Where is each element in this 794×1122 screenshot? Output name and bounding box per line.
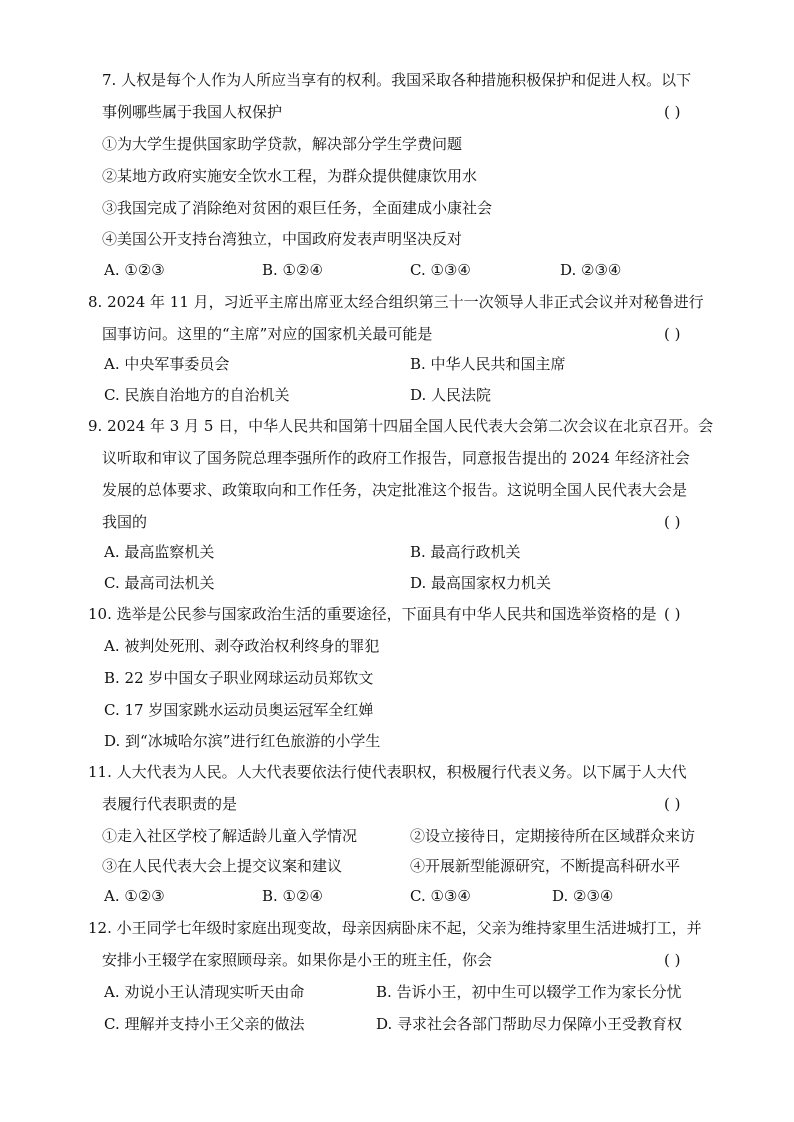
question-8-stem-line-1: 8. 2024 年 11 月，习近平主席出席亚太经合组织第三十一次领导人非正式会议并对秘鲁进行 xyxy=(88,293,704,311)
question-8-option-c[interactable]: C. 民族自治地方的自治机关 xyxy=(104,386,290,404)
question-11-statement-2: ②设立接待日，定期接待所在区域群众来访 xyxy=(410,827,696,845)
question-9-option-b[interactable]: B. 最高行政机关 xyxy=(410,543,521,561)
question-11-option-b[interactable]: B. ①②④ xyxy=(262,887,323,905)
question-9-stem-line-3: 发展的总体要求、政策取向和工作任务，决定批准这个报告。这说明全国人民代表大会是 xyxy=(102,481,688,499)
question-12-stem-line-1: 12. 小王同学七年级时家庭出现变故，母亲因病卧床不起，父亲为维持家里生活进城打工，并 xyxy=(88,919,702,937)
question-10-stem-line-1: 10. 选举是公民参与国家政治生活的重要途径，下面具有中华人民共和国选举资格的是 xyxy=(88,605,657,623)
question-11-option-d[interactable]: D. ②③④ xyxy=(552,887,614,905)
question-12-answer-blank[interactable]: ( ) xyxy=(664,951,681,969)
question-7-statement-4: ④美国公开支持台湾独立，中国政府发表声明坚决反对 xyxy=(102,230,463,248)
question-12-option-c[interactable]: C. 理解并支持小王父亲的做法 xyxy=(104,1015,305,1033)
question-9-answer-blank[interactable]: ( ) xyxy=(664,513,681,531)
question-7-stem-line-2: 事例哪些属于我国人权保护 xyxy=(102,103,283,121)
question-11-option-c[interactable]: C. ①③④ xyxy=(410,887,471,905)
question-11-statement-1: ①走入社区学校了解适龄儿童入学情况 xyxy=(102,827,358,845)
question-12-option-b[interactable]: B. 告诉小王，初中生可以辍学工作为家长分忧 xyxy=(376,983,682,1001)
question-8-option-a[interactable]: A. 中央军事委员会 xyxy=(104,355,230,373)
question-12-stem-line-2: 安排小王辍学在家照顾母亲。如果你是小王的班主任，你会 xyxy=(102,951,493,969)
question-7-statement-1: ①为大学生提供国家助学贷款，解决部分学生学费问题 xyxy=(102,135,463,153)
question-9-option-d[interactable]: D. 最高国家权力机关 xyxy=(410,574,552,592)
question-9-stem-line-1: 9. 2024 年 3 月 5 日，中华人民共和国第十四届全国人民代表大会第二次会议在北京召开。会 xyxy=(88,417,714,435)
question-11-stem-line-2: 表履行代表职责的是 xyxy=(102,795,238,813)
question-8-option-b[interactable]: B. 中华人民共和国主席 xyxy=(410,355,566,373)
question-11-answer-blank[interactable]: ( ) xyxy=(664,795,681,813)
question-11-stem-line-1: 11. 人大代表为人民。人大代表要依法行使代表职权，积极履行代表义务。以下属于人大代 xyxy=(88,763,687,781)
question-12-option-a[interactable]: A. 劝说小王认清现实听天由命 xyxy=(104,983,305,1001)
question-7-answer-blank[interactable]: ( ) xyxy=(664,103,681,121)
question-9-option-c[interactable]: C. 最高司法机关 xyxy=(104,574,215,592)
question-7-option-d[interactable]: D. ②③④ xyxy=(560,261,622,279)
question-7-option-b[interactable]: B. ①②④ xyxy=(262,261,323,279)
question-9-stem-line-2: 议听取和审议了国务院总理李强所作的政府工作报告，同意报告提出的 2024 年经济社会 xyxy=(102,449,690,467)
question-7-option-c[interactable]: C. ①③④ xyxy=(410,261,471,279)
question-8-stem-line-2: 国事访问。这里的“主席”对应的国家机关最可能是 xyxy=(102,325,433,343)
question-8-answer-blank[interactable]: ( ) xyxy=(664,325,681,343)
question-11-statement-3: ③在人民代表大会上提交议案和建议 xyxy=(102,857,343,875)
question-7-option-a[interactable]: A. ①②③ xyxy=(104,261,165,279)
question-10-option-a[interactable]: A. 被判处死刑、剥夺政治权利终身的罪犯 xyxy=(104,637,380,655)
question-11-option-a[interactable]: A. ①②③ xyxy=(104,887,165,905)
question-9-option-a[interactable]: A. 最高监察机关 xyxy=(104,543,215,561)
question-11-statement-4: ④开展新型能源研究，不断提高科研水平 xyxy=(410,857,681,875)
question-10-answer-blank[interactable]: ( ) xyxy=(664,605,681,623)
question-10-option-c[interactable]: C. 17 岁国家跳水运动员奥运冠军全红婵 xyxy=(104,701,374,719)
question-7-statement-2: ②某地方政府实施安全饮水工程，为群众提供健康饮用水 xyxy=(102,167,478,185)
question-8-option-d[interactable]: D. 人民法院 xyxy=(410,386,492,404)
question-7-stem-line-1: 7. 人权是每个人作为人所应当享有的权利。我国采取各种措施积极保护和促进人权。以下 xyxy=(102,71,692,89)
question-10-option-b[interactable]: B. 22 岁中国女子职业网球运动员郑钦文 xyxy=(104,669,374,687)
question-10-option-d[interactable]: D. 到“冰城哈尔滨”进行红色旅游的小学生 xyxy=(104,732,381,750)
question-12-option-d[interactable]: D. 寻求社会各部门帮助尽力保障小王受教育权 xyxy=(376,1015,683,1033)
question-9-stem-line-4: 我国的 xyxy=(102,513,148,531)
question-7-statement-3: ③我国完成了消除绝对贫困的艰巨任务，全面建成小康社会 xyxy=(102,199,493,217)
